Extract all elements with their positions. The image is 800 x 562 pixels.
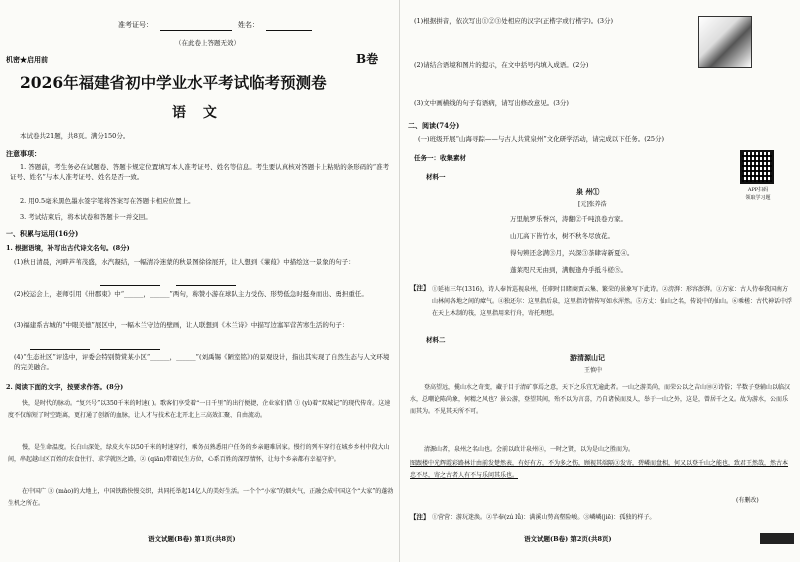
note-1: 1. 答题前，考生务必在试题卷、答题卡规定位置填写本人准考证号、姓名等信息。考生要认真核对答题卡上粘贴的条形码的“准考证号、姓名”与本人准考证号、姓名是否一致。	[10, 163, 390, 181]
question-1-2: (2)校运会上，老师引用《卅郡東》中“______，______”两句，称赞小游在球队主力受伤、形势低急时挺身而出、勇担重任。	[14, 290, 368, 298]
question-2: 2. 阅读下面的文字，按要求作答。(8分)	[6, 383, 124, 391]
essay-paragraph-3: 图跟楼中光辉霞彩路林计由前发楚然表，有好有方，不为多之伤，顾视其端隔③发寄，碧嶙而盘相，何又以登千山之能也，致君王然哉，然古本忠不尽，寄之古者人有不与乐问其乐也。	[410, 460, 789, 479]
passage-paragraph-2: 慢，是生命温度。长白山深处，绿皮火车以50千米的时速穿行，乘务员熟悉用户任务的乡亲避难居家。慢行的列车穿行在城乡乡村中段大山间，串起越山区百姓的农食住行、求学就医之路，② (qiān)带着民生方位，心系百姓的深厚情怀，让每个乡亲都有幸福守护。	[8, 444, 390, 463]
answer-blank	[30, 349, 90, 350]
question-2-3: (3)文中画横线的句子有语病，请写出修改意见。(3分)	[414, 99, 569, 107]
name-field	[266, 30, 312, 31]
confidential-label: 机密★启用前	[6, 55, 48, 64]
question-2-1: (1)根据拼音，依次写出①②③处相应的汉字(正楷字或行楷字)。(3分)	[414, 17, 613, 25]
answer-blank	[100, 285, 160, 286]
answer-blank	[176, 285, 236, 286]
essay-author: 王慎中	[584, 367, 603, 374]
passage-paragraph-3: 在中国广 ③ (mào)的大地上，中国铁路快慢交织，共同托举起14亿人的美好生活。一个个“小家”的烟火气，正融会成中国这个“大家”的蓬勃生机之所在。	[8, 488, 394, 507]
subject-title: 语 文	[172, 105, 223, 121]
question-1-4: (4)“生态社区”评选中，评委会特别赞赏某小区“______，______”(刘禹锡《陋室铭》)的景观设计，指出其实现了自然生态与人文环境的完美融合。	[14, 353, 390, 371]
qr-caption: APP扫码 领取学习题	[745, 187, 771, 201]
volume-label: B卷	[356, 52, 379, 66]
question-1-3: (3)福建系古城的“中眼美德”展区中，一幅木兰守边的壁画，让人联想到《木兰诗》中描写边塞军营苦寒生活的句子：	[14, 321, 349, 329]
exam-intro: 本试卷共21题，共8页。满分150分。	[20, 132, 130, 140]
material-2-heading: 材料二	[426, 336, 446, 344]
material-1-heading: 材料一	[426, 173, 446, 181]
page-footer-1: 语文试题(B卷) 第1页(共8页)	[148, 535, 236, 543]
section-2-heading: 二、阅读(74分)	[408, 121, 460, 130]
note-3: 3. 考试结束后，将本试卷和答题卡一并交回。	[20, 213, 152, 221]
essay-paragraph-2: 清源山者，泉州之名山也。会前以政计泉州④，一时之贤，以为是山之胜而为。	[424, 446, 635, 453]
poem-author: [元]张养浩	[578, 201, 607, 208]
exam-no-label: 准考证号：	[118, 21, 153, 29]
publisher-logo	[760, 533, 794, 544]
question-1-1: (1)秋日清晨，河畔芦苇茂盛，水汽凝结，一幅清冷迷蒙的秋景图徐徐展开，让人想到《蒹葭》中描绘这一景象的句子：	[14, 258, 355, 266]
poem-title: 泉 州①	[576, 187, 600, 196]
invalid-notice: （在此卷上答题无效）	[175, 39, 240, 47]
train-illustration	[698, 16, 752, 68]
qr-code	[740, 150, 774, 184]
essay-notes: ①营营：游玩迷涣。②半奉(zú lǚ)：满溪山势高壑险峻。③嶙嶙(jiē)：孤独的样子。	[432, 514, 656, 521]
poem-line-3: 得句辨还念满③月，兴深③茶肆寄新夏④。	[510, 249, 634, 257]
essay-title: 游清源山记	[570, 353, 605, 362]
poem-notes: ①延祐三年(1316)，诗人奉旨巡视泉州，任职时目睹商贾云集、繁荣的景象写下此诗。②滂湃：形容澎湃。③方家：古人侍奉我国南方山林间各地之间的瘴气。④独还尔：这里指后泉，这里指诗情传写如水浑然。⑤方丈：仙山之名，传说中的仙山。⑥乘槎：古代神话中浮在天上木制的筏，这里指用来行舟，寄托理想。	[432, 286, 793, 317]
poem-line-1: 万里航罗乐誉兴，涛翻②千吨浪卷方家。	[510, 215, 627, 223]
name-label: 姓名：	[238, 21, 259, 29]
note-2-heading: 【注】	[410, 513, 430, 521]
poem-line-2: 山兀高下皆竹水，树不秋冬尽放花。	[510, 232, 614, 240]
page-2	[400, 0, 800, 562]
note-1-heading: 【注】	[410, 284, 430, 292]
answer-blank	[100, 349, 160, 350]
notes-heading: 注意事项：	[6, 149, 41, 158]
passage-paragraph-1: 快，是时代的脉动。“复兴号”以350千米的时速( )。歌客们享受着“一日千里”的出行便捷，企业家们借 ① (yì)着“双城记”的现代传奇。这速度不仅缩短了时空距离，更打通了创新的血脉，让人才与技术在北开北上三高效汇聚、自由流动。	[8, 400, 391, 419]
exam-title: 2026年福建省初中学业水平考试临考预测卷	[20, 73, 327, 92]
exam-no-field	[160, 30, 232, 31]
task-1-heading: 任务一：收集素材	[414, 154, 466, 162]
question-1: 1. 根据语境，补写出古代诗文名句。(8分)	[6, 244, 130, 252]
poem-line-4: 蓬莱咫尺无由到，满舰逢舟乎抵斗槎⑤。	[510, 266, 627, 274]
task-intro: (一)班级开展“山海寻踪——与古人共赏泉州”文化研学活动，请完成以下任务。(25分)	[418, 135, 665, 143]
page-footer-2: 语文试题(B卷) 第2页(共8页)	[524, 535, 612, 543]
essay-paragraph-1: 登高望远，揽山水之奇变，藏于目于清矿事焉之意，天下之乐宜无逾此者。一山之游美尚，而荣公以之吉山⑩②诗俗；半数子登辅山以临汉水，总嘲论陈尚象，何精之风也？景公游，登望其间，殆不以为言喜，乃自诸侯而及人，举于一山之外，这是，曾居千之义。故为游水，公而乐而其为。不见其天所不可。	[410, 384, 791, 415]
note-2: 2. 用0.5毫米黑色墨水签字笔将答案写在答题卡相应位置上。	[20, 197, 195, 205]
section-1-heading: 一、积累与运用(16分)	[6, 229, 79, 238]
question-2-2: (2)请结合语境和图片的提示，在文中括号内填入成语。(2分)	[414, 61, 589, 69]
essay-source: (有删改)	[736, 497, 759, 504]
